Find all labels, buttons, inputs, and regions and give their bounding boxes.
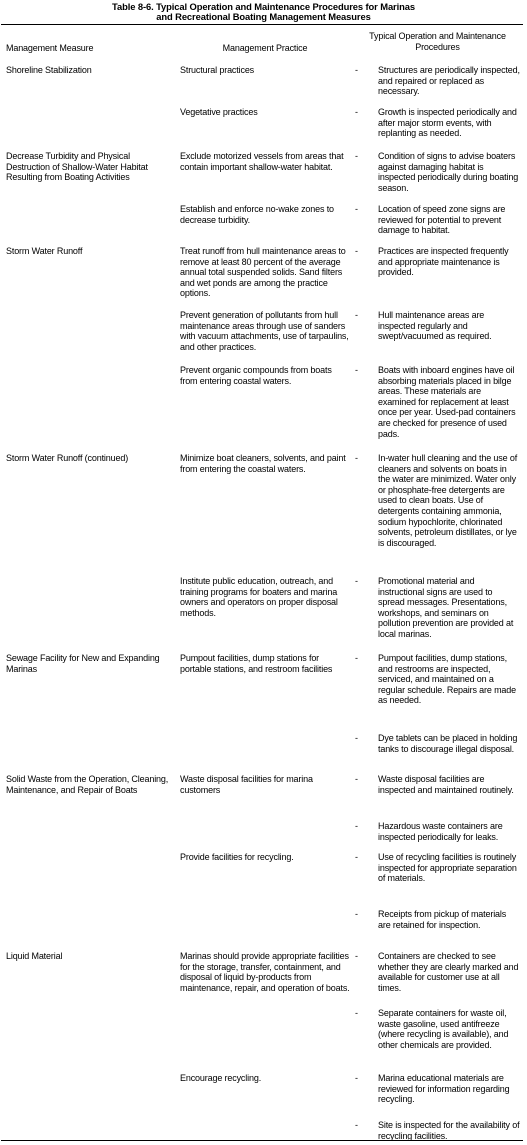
procedure-promotional-material: Promotional material and instructional signs are used to spread messages. Presentations, workshops, and seminars on pollution prevention are provided at local marinas. <box>378 576 514 639</box>
bullet-dash: - <box>355 151 358 161</box>
procedure-hull-areas-inspected: Hull maintenance areas are inspected regularly and swept/vacuumed as required. <box>378 310 492 342</box>
practice-recycling-facilities: Provide facilities for recycling. <box>180 852 294 862</box>
measure-storm-water-runoff-continued: Storm Water Runoff (continued) <box>6 453 129 463</box>
bullet-dash: - <box>355 909 358 919</box>
bullet-dash: - <box>355 852 358 862</box>
procedure-pumpout-inspected: Pumpout facilities, dump stations, and restrooms are inspected, serviced, and maintained on a regular schedule. Repairs are made as needed. <box>378 653 516 706</box>
header-typical-procedures: Typical Operation and Maintenance Procedures <box>369 31 506 52</box>
bullet-dash: - <box>355 1008 358 1018</box>
bullet-dash: - <box>355 310 358 320</box>
bullet-dash: - <box>355 821 358 831</box>
practice-liquid-facilities: Marinas should provide appropriate facilities for the storage, transfer, containment, and disposal of liquid by-products from maintenance, repair, and operation of boats. <box>180 951 350 993</box>
bullet-dash: - <box>355 453 358 463</box>
measure-sewage-facility: Sewage Facility for New and Expanding Marinas <box>6 653 160 674</box>
practice-public-education: Institute public education, outreach, and training programs for boaters and marina owners and operators on proper disposal methods. <box>180 576 338 618</box>
practice-waste-disposal-facilities: Waste disposal facilities for marina customers <box>180 774 313 795</box>
procedure-in-water-hull-cleaning: In-water hull cleaning and the use of cleaners and solvents on boats in the water are minimized. Water only or phosphate-free detergents are used to clean boats. Use of detergents containing ammonia, sodium hypochlorite, chlorinated solvents, petroleum distillates, or lye is discouraged. <box>378 453 518 548</box>
measure-storm-water-runoff: Storm Water Runoff <box>6 246 83 256</box>
procedure-signs-condition: Condition of signs to advise boaters against damaging habitat is inspected periodically during boating season. <box>378 151 519 193</box>
procedure-growth-inspected: Growth is inspected periodically and after major storm events, with replanting as needed. <box>378 107 517 139</box>
bullet-dash: - <box>355 246 358 256</box>
procedure-dye-tablets: Dye tablets can be placed in holding tanks to discourage illegal disposal. <box>378 733 518 754</box>
bullet-dash: - <box>355 951 358 961</box>
top-rule <box>1 24 523 25</box>
practice-prevent-organic-compounds: Prevent organic compounds from boats from entering coastal waters. <box>180 365 332 386</box>
bullet-dash: - <box>355 204 358 214</box>
practice-structural: Structural practices <box>180 65 255 75</box>
bullet-dash: - <box>355 107 358 117</box>
practice-pumpout-facilities: Pumpout facilities, dump stations for portable stations, and restroom facilities <box>180 653 333 674</box>
procedure-structures-inspected: Structures are periodically inspected, and repaired or replaced as necessary. <box>378 65 520 97</box>
measure-liquid-material: Liquid Material <box>6 951 63 961</box>
practice-prevent-pollutants: Prevent generation of pollutants from hull maintenance areas through use of sanders with vacuum attachments, use of tarpaulins, and other practices. <box>180 310 349 352</box>
procedure-containers-checked: Containers are checked to see whether they are clearly marked and available for customer use at all times. <box>378 951 519 993</box>
practice-no-wake-zones: Establish and enforce no-wake zones to decrease turbidity. <box>180 204 334 225</box>
procedure-educational-materials: Marina educational materials are reviewed for information regarding recycling. <box>378 1073 510 1105</box>
procedure-waste-facilities-inspected: Waste disposal facilities are inspected and maintained routinely. <box>378 774 514 795</box>
bullet-dash: - <box>355 576 358 586</box>
procedure-pickup-receipts: Receipts from pickup of materials are retained for inspection. <box>378 909 507 930</box>
procedure-oil-absorbing-materials: Boats with inboard engines have oil absorbing materials placed in bilge areas. These materials are examined for replacement at least once per year. Used-pad containers are checked for presence of used pads. <box>378 365 516 439</box>
table-title-line-2: and Recreational Boating Management Measures <box>156 11 371 22</box>
bullet-dash: - <box>355 774 358 784</box>
bullet-dash: - <box>355 1073 358 1083</box>
procedure-practices-inspected: Practices are inspected frequently and appropriate maintenance is provided. <box>378 246 509 278</box>
bullet-dash: - <box>355 733 358 743</box>
bullet-dash: - <box>355 1120 358 1130</box>
procedure-speed-zone-signs: Location of speed zone signs are reviewed for potential to prevent damage to habitat. <box>378 204 506 236</box>
header-management-practice: Management Practice <box>222 43 308 53</box>
procedure-recycling-inspected: Use of recycling facilities is routinely inspected for appropriate separation of materials. <box>378 852 517 884</box>
header-management-measure: Management Measure <box>6 43 94 53</box>
procedure-hazardous-containers: Hazardous waste containers are inspected periodically for leaks. <box>378 821 503 842</box>
practice-vegetative: Vegetative practices <box>180 107 258 117</box>
bullet-dash: - <box>355 653 358 663</box>
practice-encourage-recycling: Encourage recycling. <box>180 1073 262 1083</box>
table-title-line-1: Table 8-6. Typical Operation and Maintenance Procedures for Marinas <box>112 1 415 12</box>
bullet-dash: - <box>355 365 358 375</box>
practice-minimize-boat-cleaners: Minimize boat cleaners, solvents, and paint from entering the coastal waters. <box>180 453 346 474</box>
practice-exclude-motorized-vessels: Exclude motorized vessels from areas that contain important shallow-water habitat. <box>180 151 344 172</box>
measure-shoreline-stabilization: Shoreline Stabilization <box>6 65 92 75</box>
measure-decrease-turbidity: Decrease Turbidity and Physical Destruction of Shallow-Water Habitat Resulting from Boating Activities <box>6 151 148 183</box>
procedure-site-inspected: Site is inspected for the availability of recycling facilities. <box>378 1120 520 1141</box>
practice-treat-runoff: Treat runoff from hull maintenance areas to remove at least 80 percent of the average annual total suspended solids. Sand filters and wet ponds are among the practice options. <box>180 246 346 299</box>
bullet-dash: - <box>355 65 358 75</box>
measure-solid-waste: Solid Waste from the Operation, Cleaning, Maintenance, and Repair of Boats <box>6 774 169 795</box>
procedure-separate-containers: Separate containers for waste oil, waste gasoline, used antifreeze (where recycling is available), and other chemicals are provided. <box>378 1008 509 1050</box>
